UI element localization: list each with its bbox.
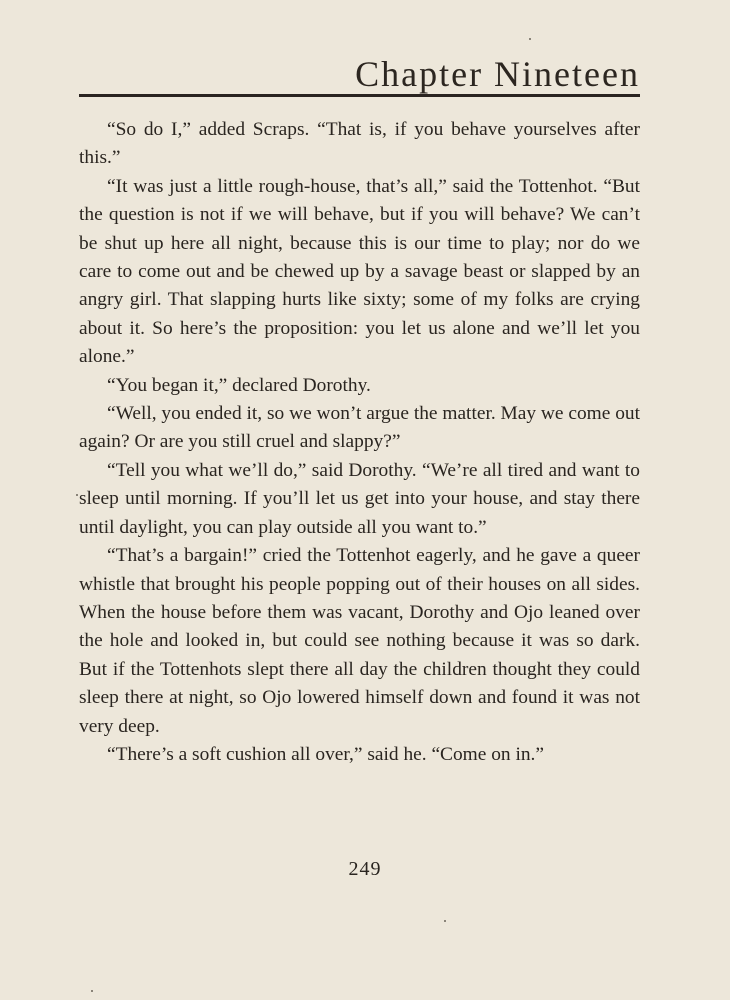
page-header	[79, 52, 640, 96]
paragraph: “You began it,” declared Dorothy.	[107, 374, 371, 396]
header-rule	[79, 94, 640, 97]
paragraph: “Well, you ended it, so we won’t argue the matter. May we come out again? Or are you still cruel and slappy?”	[79, 403, 640, 453]
paragraph: “Tell you what we’ll do,” said Dorothy. “We’re all tired and want to sleep until morning. If you’ll let us get into your house, and stay there until daylight, you can play outside all you want to.”	[79, 459, 640, 538]
body-text	[79, 116, 640, 769]
paper-speck	[91, 990, 93, 992]
page-number: 249	[348, 858, 382, 880]
chapter-title: Chapter Nineteen	[355, 54, 640, 94]
paragraph: “So do I,” added Scraps. “That is, if you behave yourselves after this.”	[79, 119, 640, 169]
paragraph: “It was just a little rough-house, that’s all,” said the Tottenhot. “But the question is not if we will behave, but if you will behave? We can’t be shut up here all night, because this is our time to play; nor do we care to come out and be chewed up by a savage beast or slapped by an angry girl. That slapping hurts like sixty; some of my folks are crying about it. So here’s the proposition: you let us alone and we’ll let you alone.”	[79, 175, 640, 368]
paper-speck	[444, 920, 446, 922]
paragraph: “There’s a soft cushion all over,” said he. “Come on in.”	[107, 743, 544, 765]
paper-speck	[529, 38, 531, 40]
paper-speck	[76, 494, 78, 496]
paragraph: “That’s a bargain!” cried the Tottenhot eagerly, and he gave a queer whistle that brought his people popping out of their houses on all sides. When the house before them was vacant, Dorothy and Ojo leaned over the hole and looked in, but could see nothing because it was so dark. But if the Tottenhots slept there all day the children thought they could sleep there at night, so Ojo lowered himself down and found it was not very deep.	[79, 545, 640, 737]
